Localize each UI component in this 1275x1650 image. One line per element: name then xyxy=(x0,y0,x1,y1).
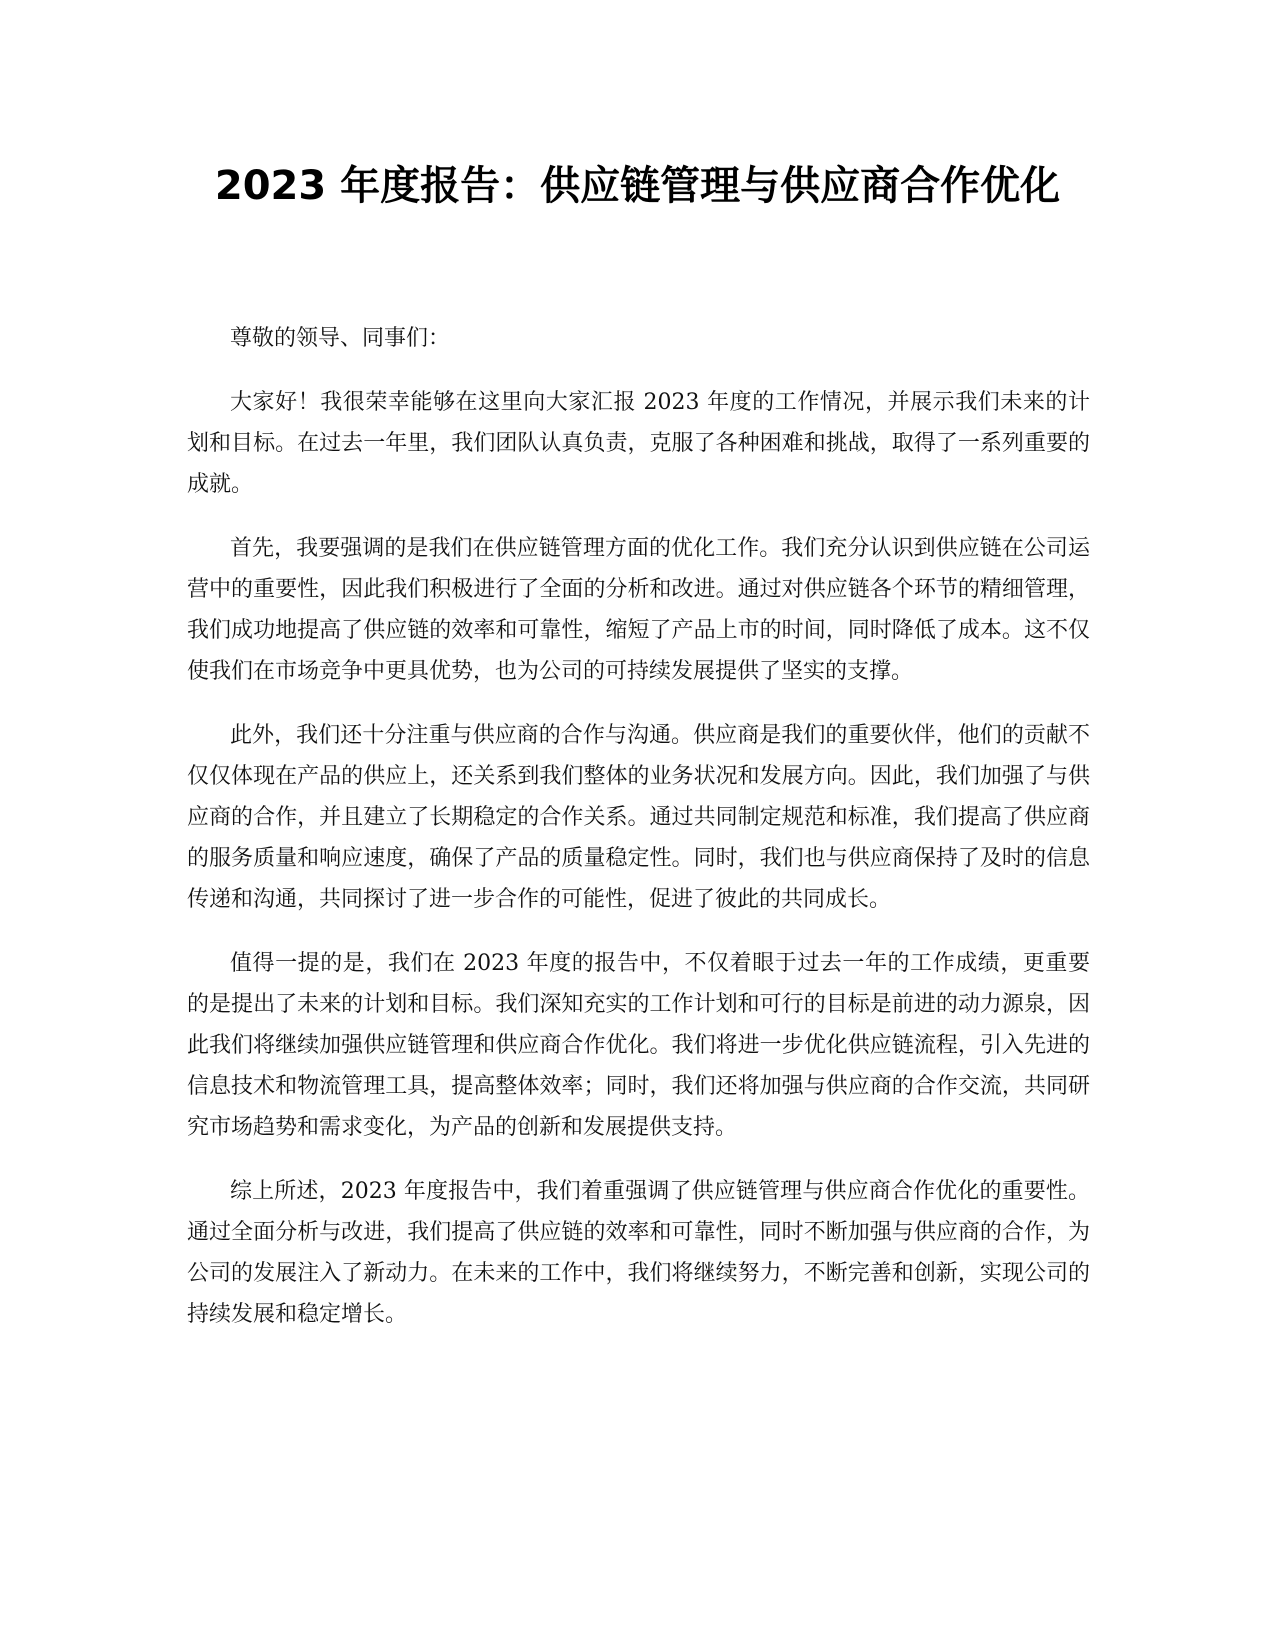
document-body xyxy=(187,318,1090,1358)
intro-paragraph: 大家好！我很荣幸能够在这里向大家汇报 2023 年度的工作情况，并展示我们未来的计划和目标。在过去一年里，我们团队认真负责，克服了各种困难和挑战，取得了一系列重要的成就。 xyxy=(187,390,1090,497)
conclusion-paragraph: 综上所述，2023 年度报告中，我们着重强调了供应链管理与供应商合作优化的重要性。通过全面分析与改进，我们提高了供应链的效率和可靠性，同时不断加强与供应商的合作，为公司的发展注入了新动力。在未来的工作中，我们将继续努力，不断完善和创新，实现公司的持续发展和稳定增长。 xyxy=(187,1179,1090,1327)
future-plan-paragraph: 值得一提的是，我们在 2023 年度的报告中，不仅着眼于过去一年的工作成绩，更重要的是提出了未来的计划和目标。我们深知充实的工作计划和可行的目标是前进的动力源泉，因此我们将继续加强供应链管理和供应商合作优化。我们将进一步优化供应链流程，引入先进的信息技术和物流管理工具，提高整体效率；同时，我们还将加强与供应商的合作交流，共同研究市场趋势和需求变化，为产品的创新和发展提供支持。 xyxy=(187,951,1090,1140)
supply-chain-paragraph: 首先，我要强调的是我们在供应链管理方面的优化工作。我们充分认识到供应链在公司运营中的重要性，因此我们积极进行了全面的分析和改进。通过对供应链各个环节的精细管理，我们成功地提高了供应链的效率和可靠性，缩短了产品上市的时间，同时降低了成本。这不仅使我们在市场竞争中更具优势，也为公司的可持续发展提供了坚实的支撑。 xyxy=(187,536,1090,684)
document-title: 2023 年度报告：供应链管理与供应商合作优化 xyxy=(214,163,1061,209)
salutation-paragraph: 尊敬的领导、同事们： xyxy=(230,326,451,351)
supplier-cooperation-paragraph: 此外，我们还十分注重与供应商的合作与沟通。供应商是我们的重要伙伴，他们的贡献不仅仅体现在产品的供应上，还关系到我们整体的业务状况和发展方向。因此，我们加强了与供应商的合作，并且建立了长期稳定的合作关系。通过共同制定规范和标准，我们提高了供应商的服务质量和响应速度，确保了产品的质量稳定性。同时，我们也与供应商保持了及时的信息传递和沟通，共同探讨了进一步合作的可能性，促进了彼此的共同成长。 xyxy=(187,723,1090,912)
